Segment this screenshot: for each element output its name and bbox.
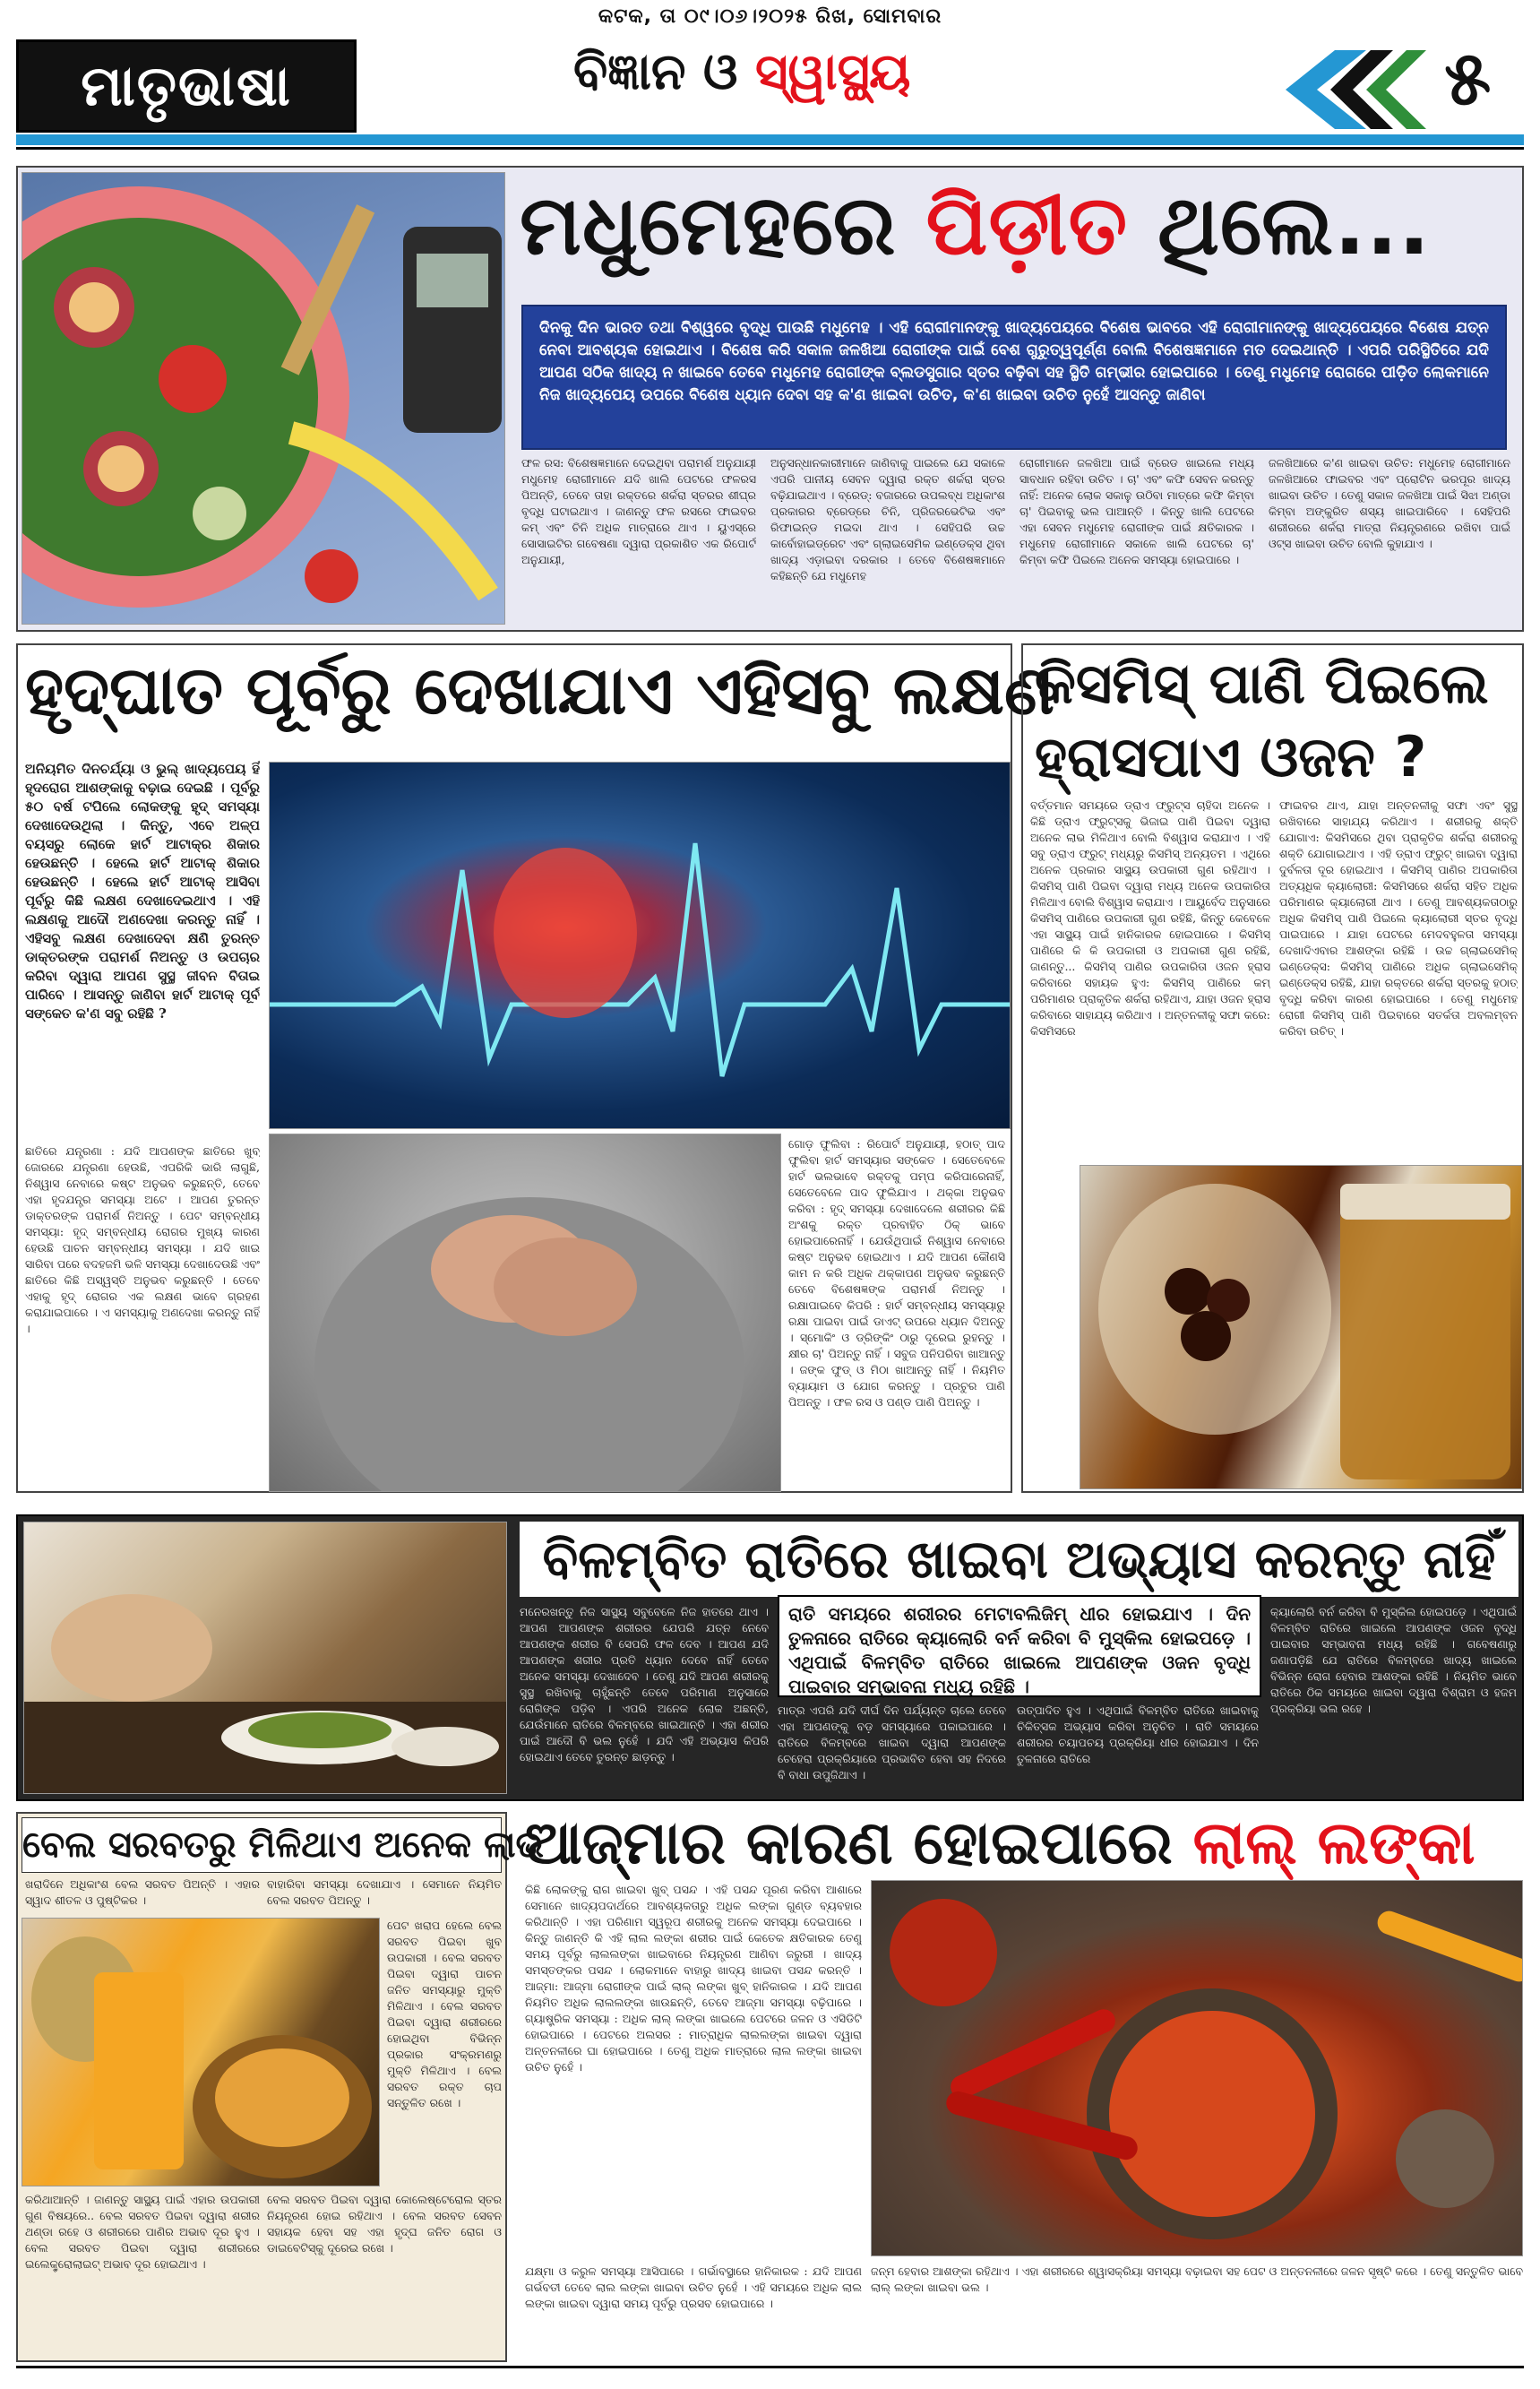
headline-heart-attack: ହୃଦ୍‌ଘାତ ପୂର୍ବରୁ ଦେଖାଯାଏ ଏହିସବୁ ଲକ୍ଷଣ: [25, 652, 1054, 729]
dateline: କଟକ, ତା ୦୯।୦୬।୨୦୨୫ ରିଖ, ସୋମବାର: [598, 5, 942, 28]
section-title-red: ସ୍ୱାସ୍ଥ୍ୟ: [755, 43, 911, 101]
masthead-rule-black: [16, 147, 1524, 150]
footer-rule: [16, 2366, 1524, 2368]
red-chilli-bottom-column-2: ଜନ୍ମ ହେବାର ଆଶଙ୍କା ରହିଥାଏ । ଏହା ଶରୀରରେ ଶ୍ୱାସକ୍ରିୟା ସମସ୍ୟା ବଢ଼ାଇବା ସହ ପେଟ ଓ ଅନ୍ତନଳୀରେ ଜଳନ ସୃଷ୍ଟି କରେ । ତେଣୁ ସନ୍ତୁଳିତ ଭାବେ ଲାଲ୍ ଲଙ୍କା ଖାଇବା ଭଲ ।: [871, 2264, 1523, 2294]
bael-column-top-left: ଖରାଦିନେ ଅଧିକାଂଶ ବେଲ ସରବତ ପିଅନ୍ତି । ଏହାର ସ୍ୱାଦ ଶୀତଳ ଓ ପୁଷ୍ଟିକର ।: [25, 1877, 260, 1907]
bael-juice-image: [22, 1918, 380, 2186]
diabetes-column-3: ରୋଗୀମାନେ ଜଳଖିଆ ପାଇଁ ବ୍ରେଡ ଖାଇଲେ ମଧ୍ୟ ସାବଧାନ ରହିବା ଉଚିତ । ଚା' ଏବଂ କଫି ସେବନ କରନ୍ତୁ ନାହିଁ: ଅନେକ ଲୋକ ସକାଳୁ ଉଠିବା ମାତ୍ରେ କଫି କିମ୍ବା ଚା' ପିଇବାକୁ ଭଲ ପାଆନ୍ତି । କିନ୍ତୁ ଖାଲି ପେଟରେ ଏହା ସେବନ ମଧୁମେହ ରୋଗୀଙ୍କ ପାଇଁ କ୍ଷତିକାରକ । ମଧୁମେହ ରୋଗୀମାନେ ସକାଳେ ଖାଲି ପେଟରେ ଚା' କିମ୍ବା କଫି ପିଇଲେ ଅନେକ ସମସ୍ୟା ହୋଇପାରେ ।: [1019, 456, 1254, 566]
heart-intro-text: ଅନିୟମିତ ଦିନଚର୍ଯ୍ୟା ଓ ଭୁଲ୍ ଖାଦ୍ୟପେୟ ହିଁ ହୃଦରୋଗ ଆଶଙ୍କାକୁ ବଢ଼ାଇ ଦେଇଛି । ପୂର୍ବରୁ ୫୦ ବର୍ଷ ଟପିଲେ ଲୋକଙ୍କୁ ହୃଦ୍ ସମସ୍ୟା ଦେଖାଦେଉଥିଲା । କିନ୍ତୁ, ଏବେ ଅଳ୍ପ ବୟସରୁ ଲୋକେ ହାର୍ଟ ଆଟାକ୍‌ର ଶିକାର ହେଉଛନ୍ତି । ହେଲେ ହାର୍ଟ ଆଟାକ୍ ଶିକାର ହେଉଛନ୍ତି । ହେଲେ ହାର୍ଟ ଆଟାକ୍ ଆସିବା ପୂର୍ବରୁ କିଛି ଲକ୍ଷଣ ଦେଖାଦେଇଥାଏ । ଏହି ଲକ୍ଷଣକୁ ଆଦୌ ଅଣଦେଖା କରନ୍ତୁ ନାହିଁ । ଏହିସବୁ ଲକ୍ଷଣ ଦେଖାଦେବା କ୍ଷଣି ତୁରନ୍ତ ଡାକ୍ତରଙ୍କ ପରାମର୍ଶ ନିଅନ୍ତୁ ଓ ଉପଚାର କରିବା ଦ୍ୱାରା ଆପଣ ସୁସ୍ଥ ଜୀବନ ବିତାଇ ପାରିବେ । ଆସନ୍ତୁ ଜାଣିବା ହାର୍ଟ ଆଟାକ୍ ପୂର୍ବ ସଙ୍କେତ କ'ଣ ସବୁ ରହିଛି ?: [25, 761, 260, 1022]
late-night-meal-image: [23, 1522, 507, 1794]
heart-column-right: ଗୋଡ଼ ଫୁଲିବା : ରିପୋର୍ଟ ଅନୁଯାୟୀ, ହଠାତ୍ ପାଦ ଫୁଲିବା ହାର୍ଟ ସମସ୍ୟାର ସଙ୍କେତ । ସେତେବେଳେ ହାର୍ଟ ଭଲଭାବେ ରକ୍ତକୁ ପମ୍ପ କରିପାରେନାହିଁ, ସେତେବେଳେ ପାଦ ଫୁଲିଯାଏ । ଥକ୍କା ଅନୁଭବ କରିବା : ହୃଦ୍ ସମସ୍ୟା ଦେଖାଦେଲେ ଶରୀରର କିଛି ଅଂଶକୁ ରକ୍ତ ପ୍ରବାହିତ ଠିକ୍ ଭାବେ ହୋଇପାରେନାହିଁ । ଯେଉଁଥିପାଇଁ ନିଶ୍ୱାସ ନେବାରେ କଷ୍ଟ ଅନୁଭବ ହୋଇଥାଏ । ଯଦି ଆପଣ କୌଣସି କାମ ନ କରି ଅଧିକ ଥକ୍କାପଣ ଅନୁଭବ କରୁଛନ୍ତି ତେବେ ବିଶେଷଜ୍ଞଙ୍କ ପରାମର୍ଶ ନିଅନ୍ତୁ । ରକ୍ଷାପାଇବେ କିପରି : ହାର୍ଟ ସମ୍ବନ୍ଧୀୟ ସମସ୍ୟାରୁ ରକ୍ଷା ପାଇବା ପାଇଁ ଡାଏଟ୍ ଉପରେ ଧ୍ୟାନ ଦିଅନ୍ତୁ । ସ୍ମୋକିଂ ଓ ଡ୍ରିଙ୍କିଂ ଠାରୁ ଦୂରେଇ ରୁହନ୍ତୁ । କ୍ଷୀର ଚା' ପିଅନ୍ତୁ ନାହିଁ । ସବୁଜ ପନିପରିବା ଖାଆନ୍ତୁ । ଜଙ୍କ ଫୁଡ୍ ଓ ମିଠା ଖାଆନ୍ତୁ ନାହିଁ । ନିୟମିତ ବ୍ୟାୟାମ ଓ ଯୋଗ କରନ୍ତୁ । ପ୍ରଚୁର ପାଣି ପିଅନ୍ତୁ । ଫଳ ରସ ଓ ପଣ୍ଡ ପାଣି ପିଅନ୍ତୁ ।: [788, 1137, 1005, 1409]
chest-pain-image: [269, 1134, 781, 1492]
headline-diabetes-part1: ମଧୁମେହରେ: [520, 177, 926, 273]
section-title: [573, 43, 910, 102]
masthead-rule-blue: [16, 134, 1524, 145]
raisin-column-1: ବର୍ତ୍ତମାନ ସମୟରେ ଡ୍ରାଏ ଫ୍ରୁଟ୍ସ ଚାହିଦା ଅନେକ । କିଛି ଡ୍ରାଏ ଫ୍ରୁଟ୍ସକୁ ଭିଜାଇ ପାଣି ପିଇବା ଦ୍ୱାରା ଅନେକ ଲାଭ ମିଳିଥାଏ ବୋଲି ବିଶ୍ୱାସ କରାଯାଏ । ଏହି ସବୁ ଡ୍ରାଏ ଫ୍ରୁଟ୍ ମଧ୍ୟରୁ କିସମିସ୍ ଅନ୍ୟତମ । ଏଥିରେ ଅନେକ ପ୍ରକାର ସାସ୍ଥ୍ୟ ଉପକାରୀ ଗୁଣ ରହିଥାଏ । କିସମିସ୍ ପାଣି ପିଇବା ଦ୍ୱାରା ମଧ୍ୟ ଅନେକ ଉପକାରିତା ମିଳିଥାଏ ବୋଲି ବିଶ୍ୱାସ କରାଯାଏ । ଆୟୁର୍ବେଦ ଅନୁସାରେ କିସମିସ୍ ପାଣିରେ ଉପକାରୀ ଗୁଣ ରହିଛି, କିନ୍ତୁ କେବେଳେ ଏହା ସାସ୍ଥ୍ୟ ପାଇଁ ହାନିକାରକ ହୋଇପାରେ । କିସମିସ୍ ପାଣିରେ କି କି ଉପକାରୀ ଓ ଅପକାରୀ ଗୁଣ ରହିଛି, ଜାଣନ୍ତୁ... କିସମିସ୍ ପାଣିର ଉପକାରିତା ଓଜନ ହ୍ରାସ କରିବାରେ ସହାୟକ ହୁଏ: କିସମିସ୍ ପାଣିରେ କମ୍ ପରିମାଣର ପ୍ରାକୃତିକ ଶର୍କରା ରହିଥାଏ, ଯାହା ଓଜନ ହ୍ରାସ କରିବାରେ ସାହାଯ୍ୟ କରିଥାଏ । ଅନ୍ତନଳୀକୁ ସଫା କରେ: କିସମିସରେ: [1030, 798, 1270, 1038]
diabetes-column-1: ଫଳ ରସ: ବିଶେଷଜ୍ଞମାନେ ଦେଇଥିବା ପରାମର୍ଶ ଅନୁଯାୟୀ ମଧୁମେହ ରୋଗୀମାନେ ଯଦି ଖାଲି ପେଟରେ ଫଳରସ ପିଅନ୍ତି, ତେବେ ତାହା ରକ୍ତରେ ଶର୍କରା ସ୍ତରର ଶୀଘ୍ର ବୃଦ୍ଧି ଘଟାଇଥାଏ । ଜାଣନ୍ତୁ ଫଳ ରସରେ ଫାଇବର କମ୍ ଏବଂ ଚିନି ଅଧିକ ମାତ୍ରାରେ ଥାଏ । ୟୁଏସ୍ରେ ସୋସାଇଟିର ଗବେଷଣା ଦ୍ୱାରା ପ୍ରକାଶିତ ଏକ ରିପୋର୍ଟ ଅନୁଯାୟୀ,: [521, 456, 756, 566]
page-number: ୫: [1444, 34, 1492, 122]
chevron-left-icon: [1281, 50, 1429, 129]
raisin-column-2: ଫାଇବର ଥାଏ, ଯାହା ଅନ୍ତନଳୀକୁ ସଫା ଏବଂ ସୁସ୍ଥ ରଖିବାରେ ସାହାଯ୍ୟ କରିଥାଏ । ଶରୀରକୁ ଶକ୍ତି ଯୋଗାଏ: କିସମିସରେ ଥିବା ପ୍ରାକୃତିକ ଶର୍କରା ଶରୀରକୁ ଶକ୍ତି ଯୋଗାଇଥାଏ । ଏହି ଡ୍ରାଏ ଫ୍ରୁଟ୍ ଖାଇବା ଦ୍ୱାରା ଦୁର୍ବଳତା ଦୂର ହୋଇଥାଏ । କିସମିସ୍ ପାଣିର ଅପକାରିତା ଅତ୍ୟଧିକ କ୍ୟାଲୋରୀ: କିସମିସରେ ଶର୍କରା ସହିତ ଅଧିକ ପରିମାଣର କ୍ୟାଲୋରୀ ଥାଏ । ତେଣୁ ଆବଶ୍ୟକତାଠାରୁ ଅଧିକ କିସମିସ୍ ପାଣି ପିଇଲେ କ୍ୟାଲୋରୀ ସ୍ତର ବୃଦ୍ଧି ପାଇପାରେ । ଯାହା ପେଟରେ ମେଦବହୁଳତା ସମସ୍ୟା ଦେଖାଦିଏବାର ଆଶଙ୍କା ରହିଛି । ଉଚ୍ଚ ଗ୍ଲାଇସେମିକ୍ ଇଣ୍ଡେକ୍ସ: କିସମିସ୍ ପାଣିରେ ଅଧିକ ଗ୍ଲାଇସେମିକ୍ ଇଣ୍ଡେକ୍ସ ରହିଛି, ଯାହା ରକ୍ତରେ ଶର୍କରା ସ୍ତରକୁ ହଠାତ୍ ବୃଦ୍ଧି କରିବା କାରଣ ହୋଇପାରେ । ତେଣୁ ମଧୁମେହ ରୋଗୀ କିସମିସ୍ ପାଣି ପିଇବାରେ ସତର୍କତା ଅବଲମ୍ବନ କରିବା ଉଚିତ୍ ।: [1279, 798, 1518, 1038]
diabetes-column-4: ଜଳଖିଆରେ କ'ଣ ଖାଇବା ଉଚିତ: ମଧୁମେହ ରୋଗୀମାନେ ଜଳଖିଆରେ ଫାଇବର ଏବଂ ପ୍ରୋଟିନ ଭରପୂର ଖାଦ୍ୟ ଖାଇବା ଉଚିତ । ତେଣୁ ସକାଳ ଜଳଖିଆ ପାଇଁ ସିଝା ଅଣ୍ଡା କିମ୍ବା ଅଙ୍କୁରିତ ଶସ୍ୟ ଖାଇପାରିବେ । ସେହିପରି ଶରୀରରେ ଶର୍କରା ମାତ୍ରା ନିୟନ୍ତ୍ରଣରେ ରଖିବା ପାଇଁ ଓଟ୍ସ ଖାଇବା ଉଚିତ ବୋଲି କୁହାଯାଏ ।: [1269, 456, 1510, 550]
bael-column-bottom-left: କରିଥାଆନ୍ତି । ଜାଣନ୍ତୁ ସାସ୍ଥ୍ୟ ପାଇଁ ଏହାର ଉପକାରୀ ଗୁଣ ବିଷୟରେ.. ବେଲ ସରବତ ପିଇବା ଦ୍ୱାରା ଶରୀର ଥଣ୍ଡା ରହେ ଓ ଶରୀରରେ ପାଣିର ଅଭାବ ଦୂର ହୁଏ । ବେଲ ସରବତ ପିଇବା ଦ୍ୱାରା ଶରୀରରେ ଇଲେକ୍ଟ୍ରୋଲାଇଟ୍ ଅଭାବ ଦୂର ହୋଇଥାଏ ।: [25, 2193, 260, 2271]
headline-diabetes-part2: ଥିଲେ...: [1128, 177, 1431, 273]
headline-late-night-eating: ବିଳମ୍ବିତ ରାତିରେ ଖାଇବା ଅଭ୍ୟାସ କରନ୍ତୁ ନାହିଁ: [520, 1522, 1518, 1597]
red-chilli-image: [871, 1880, 1523, 2256]
headline-diabetes: [520, 177, 1431, 275]
late-night-lead-box: ରାତି ସମୟରେ ଶରୀରର ମେଟାବଲିଜିମ୍ ଧୀର ହୋଇଯାଏ । ଦିନ ତୁଳନାରେ ରାତିରେ କ୍ୟାଲୋରି ବର୍ନ କରିବା ବି ମୁସ୍କିଲ ହୋଇପଡ଼େ । ଏଥିପାଇଁ ବିଳମ୍ବିତ ରାତିରେ ଖାଇଲେ ଆପଣଙ୍କ ଓଜନ ବୃଦ୍ଧି ପାଇବାର ସମ୍ଭାବନା ମଧ୍ୟ ରହିଛି ।: [778, 1595, 1261, 1697]
bael-column-bottom-right: ବେଲ ସରବତ ପିଇବା ଦ୍ୱାରା କୋଲେଷ୍ଟେରୋଲ ସ୍ତର ନିୟନ୍ତ୍ରଣ ହୋଇ ରହିଥାଏ । ବେଲ ସରବତ ସେବନ ସହାୟକ ହେବା ସହ ଏହା ହୃଦ୍‌ଘ ଜନିତ ରୋଗ ଓ ଡାଇବେଟିସ୍‌କୁ ଦୂରେଇ ରଖେ ।: [267, 2193, 502, 2255]
headline-red-chilli-red: ଲାଲ୍ ଲଙ୍କା: [1192, 1808, 1475, 1877]
headline-red-chilli-black: ଆଜ୍‌ମାର କାରଣ ହୋଇପାରେ: [525, 1808, 1193, 1877]
headline-diabetes-red: ପିଡ଼ୀତ: [925, 177, 1129, 273]
heart-column-left: ଛାତିରେ ଯନ୍ତ୍ରଣା : ଯଦି ଆପଣଙ୍କ ଛାତିରେ ଖୁବ୍ ଜୋରରେ ଯନ୍ତ୍ରଣା ହେଉଛି, ଏପରିକି ଭାରି ଲାଗୁଛି, ନିଶ୍ୱାସ ନେବାରେ କଷ୍ଟ ଅନୁଭବ କରୁଛନ୍ତି, ତେବେ ଏହା ହୃଦଯନ୍ତ୍ର ସମସ୍ୟା ଅଟେ । ଆପଣ ତୁରନ୍ତ ଡାକ୍ତରଙ୍କ ପରାମର୍ଶ ନିଅନ୍ତୁ । ପେଟ ସମ୍ବନ୍ଧୀୟ ସମସ୍ୟା: ହୃଦ୍ ସମ୍ବନ୍ଧୀୟ ରୋଗର ମୁଖ୍ୟ କାରଣ ହେଉଛି ପାଚନ ସମ୍ବନ୍ଧୀୟ ସମସ୍ୟା । ଯଦି ଖାଇ ସାରିବା ପରେ ବଦହଜମି ଭଳି ସମସ୍ୟା ଦେଖାଦେଉଛି ଏବଂ ଛାତିରେ କିଛି ଅସ୍ୱସ୍ତି ଅନୁଭବ କରୁଛନ୍ତି । ତେବେ ଏହାକୁ ହୃଦ୍ ରୋଗର ଏକ ଲକ୍ଷଣ ଭାବେ ଗ୍ରହଣ କରାଯାଇପାରେ । ଏ ସମସ୍ୟାକୁ ଅଣଦେଖା କରନ୍ତୁ ନାହିଁ ।: [25, 1144, 260, 1335]
diabetes-food-image: [22, 172, 505, 625]
diabetes-column-2: ଅନୁସନ୍ଧାନକାରୀମାନେ ଜାଣିବାକୁ ପାଇଲେ ଯେ ସକାଳେ ଏପରି ପାନୀୟ ସେବନ ଦ୍ୱାରା ରକ୍ତ ଶର୍କରା ସ୍ତର ବଢ଼ିଯାଇଥାଏ । ବ୍ରେଡ୍: ବଜାରରେ ଉପଲବ୍ଧ ଅଧିକାଂଶ ପ୍ରକାରର ବ୍ରେଡ୍ରେ ଚିନି, ପ୍ରିଜରଭେଟିଭ ଏବଂ ରିଫାଇନ୍ଡ ମଇଦା ଥାଏ । ସେହିପରି ଉଚ୍ଚ କାର୍ବୋହାଇଡ୍ରେଟ ଏବଂ ଗ୍ଲାଇସେମିକ ଇଣ୍ଡେକ୍ସ ଥିବା ଖାଦ୍ୟ ଏଡ଼ାଇବା ଦରକାର । ତେବେ ବିଶେଷଜ୍ଞମାନେ କହିଛନ୍ତି ଯେ ମଧୁମେହ: [770, 456, 1005, 582]
late-night-column-1: ମନେରଖନ୍ତୁ ନିଜ ସାସ୍ଥ୍ୟ ସବୁବେଳେ ନିଜ ହାତରେ ଥାଏ । ଆପଣ ଆପଣଙ୍କ ଶରୀରର ଯେପରି ଯତ୍ନ ନେବେ ଆପଣଙ୍କ ଶରୀର ବି ସେପରି ଫଳ ଦେବ । ଆପଣ ଯଦି ଆପଣଙ୍କ ଶରୀର ପ୍ରତି ଧ୍ୟାନ ଦେବେ ନାହିଁ ତେବେ ଅନେକ ସମସ୍ୟା ଦେଖାଦେବ । ତେଣୁ ଯଦି ଆପଣ ଶରୀରକୁ ସୁସ୍ଥ ରଖିବାକୁ ଚାହୁଁଛନ୍ତି ତେବେ ପରିମାଣ ଅନୁସାରେ ରୋଗିଙ୍କ ପଡ଼ିବ । ଏପରି ଅନେକ ଲୋକ ଅଛନ୍ତି, ଯେଉଁମାନେ ରାତିରେ ବିଳମ୍ବରେ ଖାଇଥାନ୍ତି । ଏହା ଶରୀର ପାଇଁ ଆଦୌ ବି ଭଲ ନୁହେଁ । ଯଦି ଏହି ଅଭ୍ୟାସ କିପରି ହୋଇଥାଏ ତେବେ ତୁରନ୍ତ ଛାଡ଼ନ୍ତୁ ।: [520, 1605, 769, 1764]
red-chilli-bottom-column-1: ଯକ୍ଷ୍ମା ଓ କରୁଳ ସମସ୍ୟା ଆସିପାରେ । ଗର୍ଭାବସ୍ଥାରେ ହାନିକାରକ : ଯଦି ଆପଣ ଗର୍ଭବତୀ ତେବେ ଲାଲ ଲଙ୍କା ଖାଇବା ଉଚିତ ନୁହେଁ । ଏହି ସମୟରେ ଅଧିକ ଲାଲ ଲଙ୍କା ଖାଇବା ଦ୍ୱାରା ସମୟ ପୂର୍ବରୁ ପ୍ରସବ ହୋଇପାରେ ।: [525, 2264, 862, 2310]
headline-red-chilli: [525, 1808, 1475, 1879]
headline-bael-juice: ବେଲ ସରବତରୁ ମିଳିଥାଏ ଅନେକ ଲାଭ: [22, 1817, 502, 1873]
diabetes-lead-box: ଦିନକୁ ଦିନ ଭାରତ ତଥା ବିଶ୍ୱରେ ବୃଦ୍ଧି ପାଉଛି ମଧୁମେହ । ଏହି ରୋଗୀମାନଙ୍କୁ ଖାଦ୍ୟପେୟରେ ବିଶେଷ ଭାବରେ ଏହି ରୋଗୀମାନଙ୍କୁ ଖାଦ୍ୟପେୟରେ ବିଶେଷ ଯତ୍ନ ନେବା ଆବଶ୍ୟକ ହୋଇଥାଏ । ବିଶେଷ କରି ସକାଳ ଜଳଖିଆ ରୋଗୀଙ୍କ ପାଇଁ ବେଶ ଗୁରୁତ୍ୱପୂର୍ଣ୍ଣ ବୋଲି ବିଶେଷଜ୍ଞମାନେ ମତ ଦେଇଥାନ୍ତି । ଏପରି ପରିସ୍ଥିତିରେ ଯଦି ଆପଣ ସଠିକ ଖାଦ୍ୟ ନ ଖାଇବେ ତେବେ ମଧୁମେହ ରୋଗୀଙ୍କ ବ୍ଲଡସୁଗାର ସ୍ତର ବଢ଼ିବା ସହ ସ୍ଥିତି ଗମ୍ଭୀର ହୋଇପାରେ । ତେଣୁ ମଧୁମେହ ରୋଗରେ ପୀଡ଼ିତ ଲୋକମାନେ ନିଜ ଖାଦ୍ୟପେୟ ଉପରେ ବିଶେଷ ଧ୍ୟାନ ଦେବା ସହ କ'ଣ ଖାଇବା ଉଚିତ, କ'ଣ ଖାଇବା ଉଚିତ ନୁହେଁ ଆସନ୍ତୁ ଜାଣିବା: [521, 305, 1507, 450]
logo-text: ମାତୃଭାଷା: [81, 53, 292, 118]
late-night-column-2: ମାତ୍ର ଏପରି ଯଦି ଦୀର୍ଘ ଦିନ ପର୍ଯ୍ୟନ୍ତ ଚାଲେ ତେବେ ଏହା ଆପଣଙ୍କୁ ବଡ଼ ସମସ୍ୟାରେ ପକାଇପାରେ । ରାତିରେ ବିଳମ୍ବରେ ଖାଇବା ଦ୍ୱାରା ଆପଣଙ୍କ ଚେହେରା ପ୍ରକ୍ରିୟାରେ ପ୍ରଭାବିତ ହେବା ସହ ନିଦରେ ବି ବାଧା ଉପୁଜିଥାଏ ।: [778, 1703, 1006, 1781]
late-night-column-3: ଉତ୍ପାଦିତ ହୁଏ । ଏଥିପାଇଁ ବିଳମ୍ବିତ ରାତିରେ ଖାଇବାକୁ ଚିକିତ୍ସକ ଅଭ୍ୟାସ କରିବା ଅନୁଚିତ । ରାତି ସମୟରେ ଶରୀରର ଚୟାପଚୟ ପ୍ରକ୍ରିୟା ଧୀର ହୋଇଯାଏ । ଦିନ ତୁଳନାରେ ରାତିରେ: [1017, 1703, 1259, 1765]
red-chilli-main-column: କିଛି ଲୋକଙ୍କୁ ରାଗ ଖାଇବା ଖୁବ୍ ପସନ୍ଦ । ଏହି ପସନ୍ଦ ପୂରଣ କରିବା ଆଶାରେ ସେମାନେ ଖାଦ୍ୟପଦାର୍ଥରେ ଆବଶ୍ୟକତାରୁ ଅଧିକ ଲଙ୍କା ଗୁଣ୍ଡ ବ୍ୟବହାର କରିଥାନ୍ତି । ଏହା ପରିଣାମ ସ୍ୱରୂପ ଶରୀରକୁ ଅନେକ ସମସ୍ୟା ଦେଇପାରେ । କିନ୍ତୁ ଜାଣନ୍ତି କି ଏହି ଲାଲ ଲଙ୍କା ଶରୀର ପାଇଁ କେତେକ କ୍ଷତିକାରକ ତେଣୁ ସମୟ ପୂର୍ବରୁ ଲାଲଲଙ୍କା ଖାଇବାରେ ନିୟନ୍ତ୍ରଣ ଆଣିବା ଜରୁରୀ । ଖାଦ୍ୟ ସମସ୍ତଙ୍କର ପସନ୍ଦ । ଲୋକମାନେ ବାହାରୁ ଖାଦ୍ୟ ଖାଇବା ପସନ୍ଦ କରନ୍ତି । ଆଜ୍‌ମା: ଆଜ୍‌ମା ରୋଗୀଙ୍କ ପାଇଁ ଲାଲ୍ ଲଙ୍କା ଖୁବ୍ ହାନିକାରକ । ଯଦି ଆପଣ ନିୟମିତ ଅଧିକ ଲାଲଲଙ୍କା ଖାଉଛନ୍ତି, ତେବେ ଆଜ୍‌ମା ସମସ୍ୟା ବଢ଼ିପାରେ । ଗ୍ୟାଷ୍ଟ୍ରିକ ସମସ୍ୟା : ଅଧିକ ଲାଲ୍ ଲଙ୍କା ଖାଇଲେ ପେଟରେ ଜଳନ ଓ ଏସିଡିଟି ହୋଇପାରେ । ପେଟରେ ଅଲସର : ମାତ୍ରାଧିକ ଲାଲଲଙ୍କା ଖାଇବା ଦ୍ୱାରା ଅନ୍ତନଳୀରେ ଘା ହୋଇପାରେ । ତେଣୁ ଅଧିକ ମାତ୍ରାରେ ଲାଲ ଲଙ୍କା ଖାଇବା ଉଚିତ ନୁହେଁ ।: [525, 1883, 862, 2074]
headline-raisin-water: କିସମିସ୍ ପାଣି ପିଇଲେ ହ୍ରାସପାଏ ଓଜନ ?: [1035, 651, 1489, 789]
heart-anatomy-image: [269, 762, 1011, 1129]
bael-column-top-right: ବାହାରିବା ସମସ୍ୟା ଦେଖାଯାଏ । ସେମାନେ ନିୟମିତ ବେଲ ସରବତ ପିଅନ୍ତୁ ।: [267, 1877, 502, 1907]
bael-column-side: ପେଟ ଖରାପ ହେଲେ ବେଲ ସରବତ ପିଇବା ଖୁବ ଉପକାରୀ । ବେଲ ସରବତ ପିଇବା ଦ୍ୱାରା ପାଚନ ଜନିତ ସମସ୍ୟାରୁ ମୁକ୍ତି ମିଳିଥାଏ । ବେଲ ସରବତ ପିଇବା ଦ୍ୱାରା ଶରୀରରେ ହୋଇଥିବା ବିଭିନ୍ନ ପ୍ରକାର ସଂକ୍ରମଣରୁ ମୁକ୍ତି ମିଳିଥାଏ । ବେଲ ସରବତ ରକ୍ତ ଚାପ ସନ୍ତୁଳିତ ରଖେ ।: [387, 1919, 502, 2109]
late-night-column-4: କ୍ୟାଲୋରି ବର୍ନ କରିବା ବି ମୁସ୍କିଲ ହୋଇପଡ଼େ । ଏଥିପାଇଁ ବିଳମ୍ବିତ ରାତିରେ ଖାଇଲେ ଆପଣଙ୍କ ଓଜନ ବୃଦ୍ଧି ପାଇବାର ସମ୍ଭାବନା ମଧ୍ୟ ରହିଛି । ଗବେଷଣାରୁ ଜଣାପଡ଼ିଛି ଯେ ରାତିରେ ବିଳମ୍ବରେ ଖାଦ୍ୟ ଖାଇଲେ ବିଭିନ୍ନ ରୋଗ ହେବାର ଆଶଙ୍କା ରହିଛି । ନିୟମିତ ଭାବେ ରାତିରେ ଠିକ ସମୟରେ ଖାଇବା ଦ୍ୱାରା ବିଶ୍ରାମ ଓ ହଜମ ପ୍ରକ୍ରିୟା ଭଲ ରହେ ।: [1270, 1605, 1517, 1715]
section-title-black: ବିଜ୍ଞାନ ଓ: [573, 43, 756, 101]
newspaper-logo: [16, 39, 357, 133]
raisin-jar-image: [1080, 1165, 1522, 1489]
